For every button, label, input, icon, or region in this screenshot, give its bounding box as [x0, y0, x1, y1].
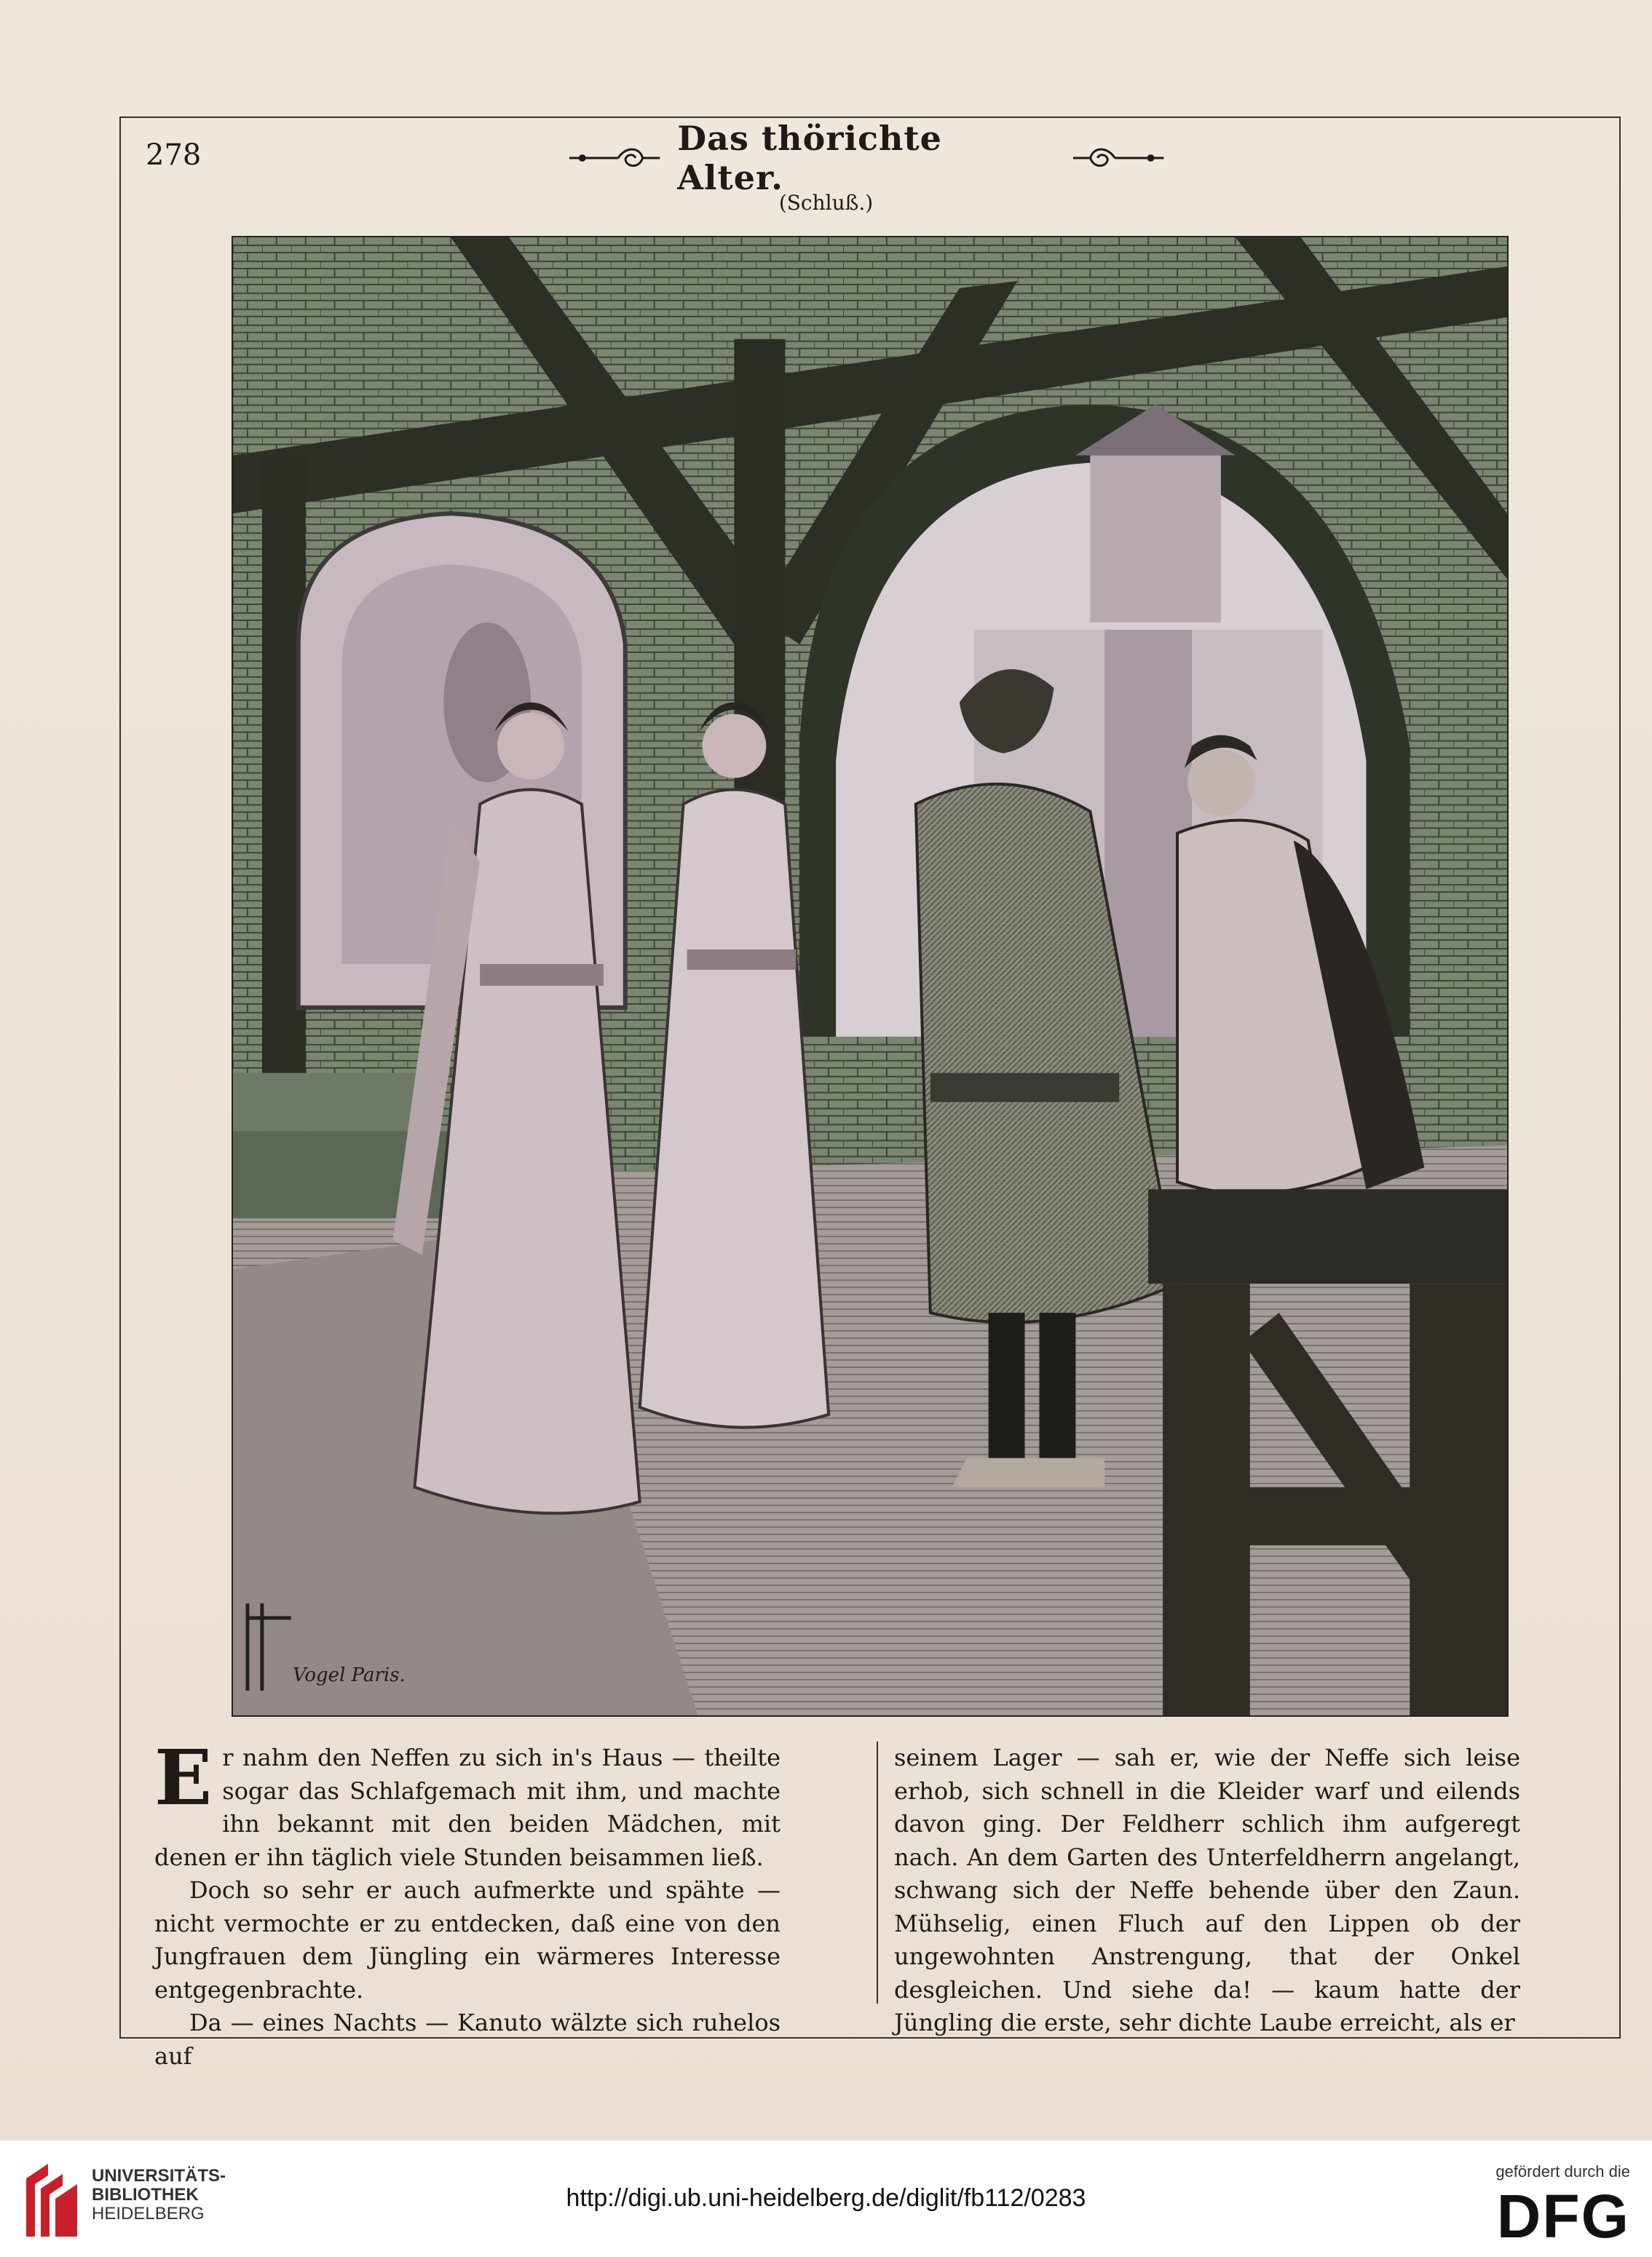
- paragraph-4: seinem Lager — sah er, wie der Neffe sich leise erhob, sich schnell in die Kleider warf und eilends davon ging. Der Feldherr schlich ihm aufgeregt nach. An dem Garten des Unterfeldherrn angelangt, schwang sich der Neffe behende über den Zaun. Mühselig, einen Fluch auf den Lippen ob der ungewohnten Anstrengung, that der Onkel desgleichen. Und siehe da! — kaum hatte der Jüngling die erste, sehr dichte Laube erreicht, als er: [894, 1744, 1520, 2036]
- title-row: [568, 119, 1165, 197]
- artist-signature: Vogel Paris.: [293, 1664, 406, 1686]
- paragraph-1-text: r nahm den Neffen zu sich in's Haus — theilte sogar das Schlafgemach mit ihm, und machte ihn bekannt mit den beiden Mädchen, mit denen er ihn täglich viele Stunden beisammen ließ.: [154, 1744, 780, 1871]
- column-divider: [877, 1742, 878, 2004]
- library-name-line-2: BIBLIOTHEK: [92, 2185, 199, 2205]
- library-name-line-1: UNIVERSITÄTS-: [92, 2166, 226, 2186]
- paragraph-2: Doch so sehr er auch aufmerkte und spähte — nicht vermochte er zu entdecken, daß eine von den Jungfrauen dem Jüngling ein wärmeres Interesse entgegenbrachte.: [154, 1876, 780, 2004]
- library-name-line-3: HEIDELBERG: [92, 2204, 205, 2224]
- dropcap: E: [154, 1733, 213, 1822]
- ornament-left-icon: [568, 143, 661, 173]
- page-subtitle: (Schluß.): [778, 191, 874, 215]
- funded-by-label: gefördert durch die: [1495, 2162, 1630, 2181]
- page-number: 278: [146, 138, 202, 172]
- text-column-left: [154, 1733, 780, 2073]
- ornament-right-icon: [1072, 143, 1165, 173]
- page-title: Das thörichte Alter.: [677, 119, 942, 197]
- source-url-link[interactable]: http://digi.ub.uni-heidelberg.de/diglit/fb112/0283: [566, 2184, 1086, 2212]
- engraving-illustration: [232, 236, 1509, 1717]
- paragraph-1: [154, 1733, 780, 1874]
- text-column-right: [894, 1742, 1520, 2040]
- dfg-logo: DFG: [1496, 2182, 1630, 2250]
- footer-bar: [0, 2141, 1652, 2257]
- paragraph-3: Da — eines Nachts — Kanuto wälzte sich ruhelos auf: [154, 2009, 780, 2070]
- engraving-scene: [233, 237, 1507, 1715]
